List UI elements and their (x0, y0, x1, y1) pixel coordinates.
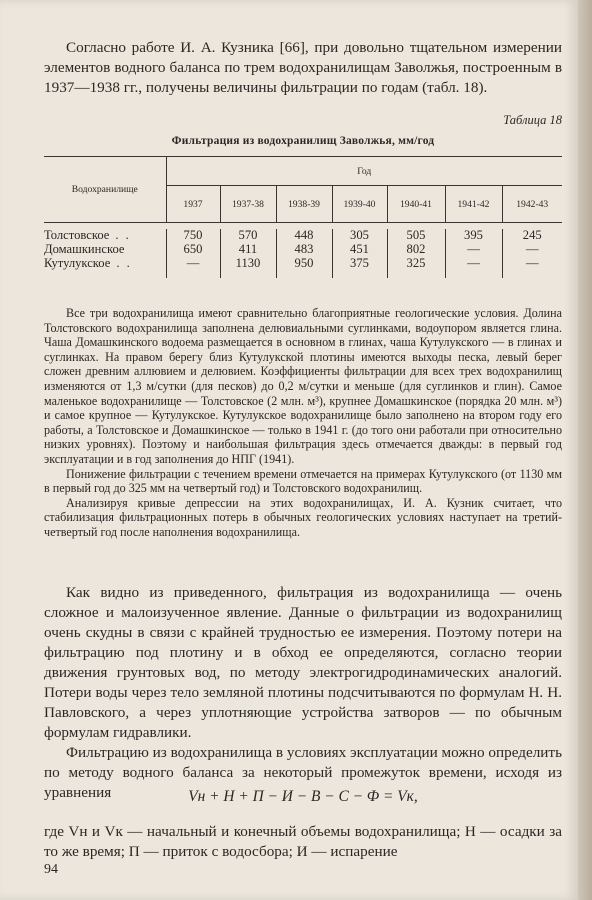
year-header-cell: 1942-43 (502, 186, 562, 223)
year-header-cell: 1941-42 (445, 186, 502, 223)
page-number: 94 (44, 862, 58, 877)
main-paragraph-1: Как видно из приведенного, фильтрация из водохранилища — очень сложное и малоизученное явление. Данные о фильтрации из водохранилищ очень скудны в связи с крайней трудностью ее измерения. Поэтому потери на фильтрацию под плотину и в обход ее определяются, согласно теории движения грунтовых вод, по методу электрогидродинамических аналогий. Потери воды через тело земляной плотины подсчитываются по формулам Н. Н. Павловского, а через уплотняющие устройства затворов — по обычным формулам гидравлики. (44, 584, 562, 741)
value-cell: 451 (332, 243, 387, 257)
value-cell: — (502, 257, 562, 271)
small-paragraph-1: Все три водохранилища имеют сравнительно благоприятные геологические условия. Долина Толстовского водохранилища заполнена делювиальными суглинками, водоупором является глина. Чаша Домашкинского водоема размещается в основном в глинах, чаша Кутулукского — в глинах и суглинках. На правом берегу близ Кутулукской плотины имеются выходы песка, левый берег сложен древним аллювием и делювием. Коэффициенты фильтрации для всех трех водохранилищ изменяются от 1,3 м/сутки (для песков) до 0,2 м/сутки и меньше (для суглинков и глин). Самое маленькое водохранилище — Толстовское (2 млн. м³), крупнее Домашкинское (порядка 20 млн. м³) и самое крупное — Кутулукское. Кутулукское водохранилище было заполнено на втором году его работы, а Толстовское и Домашкинское — только в 1941 г. (до того они работали при относительно низких уровнях). Поэтому и наибольшая фильтрация здесь отмечается дважды: в первый год эксплуатации и в год заполнения до НПГ (1941). (44, 306, 562, 466)
reservoir-name-cell (44, 257, 166, 271)
main-paragraph-2: Фильтрацию из водохранилища в условиях эксплуатации можно определить по методу водного баланса за некоторый промежуток времени, исходя из уравнения (44, 744, 562, 801)
filtration-table (44, 157, 562, 278)
reservoir-name: Толстовское (44, 228, 110, 242)
intro-paragraph: Согласно работе И. А. Кузника [66], при довольно тщательном измерении элементов водного баланса по трем водохранилищам Заволжья, построенным в 1937—1938 гг., получены величины фильтрации по годам (табл. 18). (44, 39, 562, 96)
year-header-cell: 1938-39 (276, 186, 332, 223)
reservoir-name-cell (44, 243, 166, 257)
value-cell: 505 (387, 229, 445, 243)
reservoir-name: Домашкинское (44, 241, 125, 256)
main-text-block (44, 583, 562, 803)
balance-formula: Vн + H + П − И − B − C − Ф = Vк, (188, 788, 418, 805)
value-cell: 411 (220, 243, 276, 257)
table-label: Таблица 18 (503, 113, 562, 127)
year-header-cell: 1939-40 (332, 186, 387, 223)
value-cell: 802 (387, 243, 445, 257)
small-paragraph-2: Понижение фильтрации с течением времени отмечается на примерах Кутулукского (от 1130 мм в первый год до 325 мм на четвертый год) и Толстовского водохранилищ. (44, 466, 562, 496)
value-cell: 325 (387, 257, 445, 271)
table-body (44, 229, 562, 278)
value-cell: — (502, 243, 562, 257)
leader-dots: . . (115, 228, 131, 242)
value-cell: 448 (276, 229, 332, 243)
value-cell: 305 (332, 229, 387, 243)
value-cell: 395 (445, 229, 502, 243)
final-paragraph: где Vн и Vк — начальный и конечный объемы водохранилища; H — осадки за то же время; П — приток с водосбора; И — испарение (44, 823, 562, 860)
value-cell: — (166, 257, 220, 271)
header-reservoir: Водохранилище (44, 157, 166, 223)
table-row (44, 243, 562, 257)
value-cell: 570 (220, 229, 276, 243)
small-paragraph-3: Анализируя кривые депрессии на этих водохранилищах, И. А. Кузник считает, что стабилизация фильтрационных потерь в обычных геологических условиях наступает на третий-четвертый год после наполнения водохранилища. (44, 495, 562, 539)
small-text-block (44, 306, 562, 540)
table-row (44, 257, 562, 271)
value-cell: 950 (276, 257, 332, 271)
header-year: Год (166, 157, 562, 186)
table-title: Фильтрация из водохранилищ Заволжья, мм/год (171, 135, 435, 147)
value-cell: 483 (276, 243, 332, 257)
value-cell: 750 (166, 229, 220, 243)
value-cell: 1130 (220, 257, 276, 271)
table-row (44, 229, 562, 243)
value-cell: 245 (502, 229, 562, 243)
value-cell: — (445, 257, 502, 271)
page-edge (578, 0, 592, 900)
value-cell: 650 (166, 243, 220, 257)
year-header-cell: 1937 (166, 186, 220, 223)
year-header-cell: 1940-41 (387, 186, 445, 223)
year-header-cell: 1937-38 (220, 186, 276, 223)
value-cell: — (445, 243, 502, 257)
table-block (44, 113, 562, 313)
reservoir-name: Кутулукское (44, 255, 111, 270)
reservoir-name-cell (44, 229, 166, 243)
leader-dots: . . (116, 255, 132, 270)
value-cell: 375 (332, 257, 387, 271)
